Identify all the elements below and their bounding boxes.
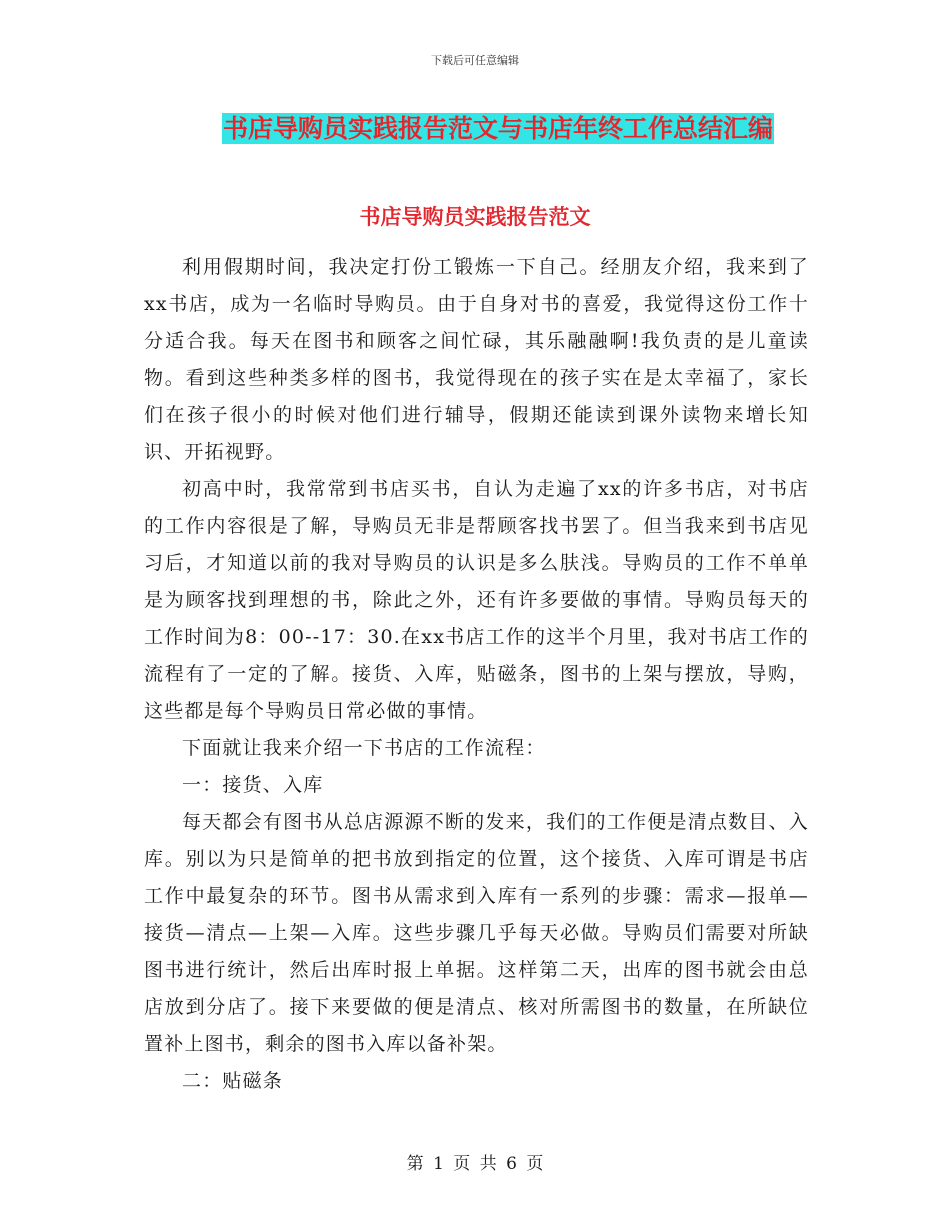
paragraph: 初高中时，我常常到书店买书，自认为走遍了xx的许多书店，对书店的工作内容很是了解，导购员无非是帮顾客找书罢了。但当我来到书店见习后，才知道以前的我对导购员的认识是多么肤浅。导购员的工作不单单是为顾客找到理想的书，除此之外，还有许多要做的事情。导购员每天的工作时间为8：00--17：30.在xx书店工作的这半个月里，我对书店工作的流程有了一定的了解。接货、入库，贴磁条，图书的上架与摆放，导购，这些都是每个导购员日常必做的事情。 (144, 478, 809, 722)
paragraph: 利用假期时间，我决定打份工锻炼一下自己。经朋友介绍，我来到了xx书店，成为一名临时导购员。由于自身对书的喜爱，我觉得这份工作十分适合我。每天在图书和顾客之间忙碌，其乐融融啊!我负责的是儿童读物。看到这些种类多样的图书，我觉得现在的孩子实在是太幸福了，家长们在孩子很小的时候对他们进行辅导，假期还能读到课外读物来增长知识、开拓视野。 (144, 256, 809, 463)
document-body (144, 249, 809, 1100)
paragraph: 每天都会有图书从总店源源不断的发来，我们的工作便是清点数目、入库。别以为只是简单的把书放到指定的位置，这个接货、入库可谓是书店工作中最复杂的环节。图书从需求到入库有一系列的步骤：需求—报单—接货—清点—上架—入库。这些步骤几乎每天必做。导购员们需要对所缺图书进行统计，然后出库时报上单据。这样第二天，出库的图书就会由总店放到分店了。接下来要做的便是清点、核对所需图书的数量，在所缺位置补上图书，剩余的图书入库以备补架。 (144, 811, 809, 1055)
subheading: 一：接货、入库 (182, 774, 324, 796)
page-header-note: 下载后可任意编辑 (431, 54, 519, 67)
document-title-container (0, 113, 950, 144)
subheading: 二：贴磁条 (182, 1070, 284, 1092)
paragraph: 下面就让我来介绍一下书店的工作流程： (182, 737, 546, 759)
section-title: 书店导购员实践报告范文 (359, 205, 591, 229)
page-number: 第 1 页 共 6 页 (406, 1154, 544, 1174)
document-title: 书店导购员实践报告范文与书店年终工作总结汇编 (222, 114, 773, 143)
